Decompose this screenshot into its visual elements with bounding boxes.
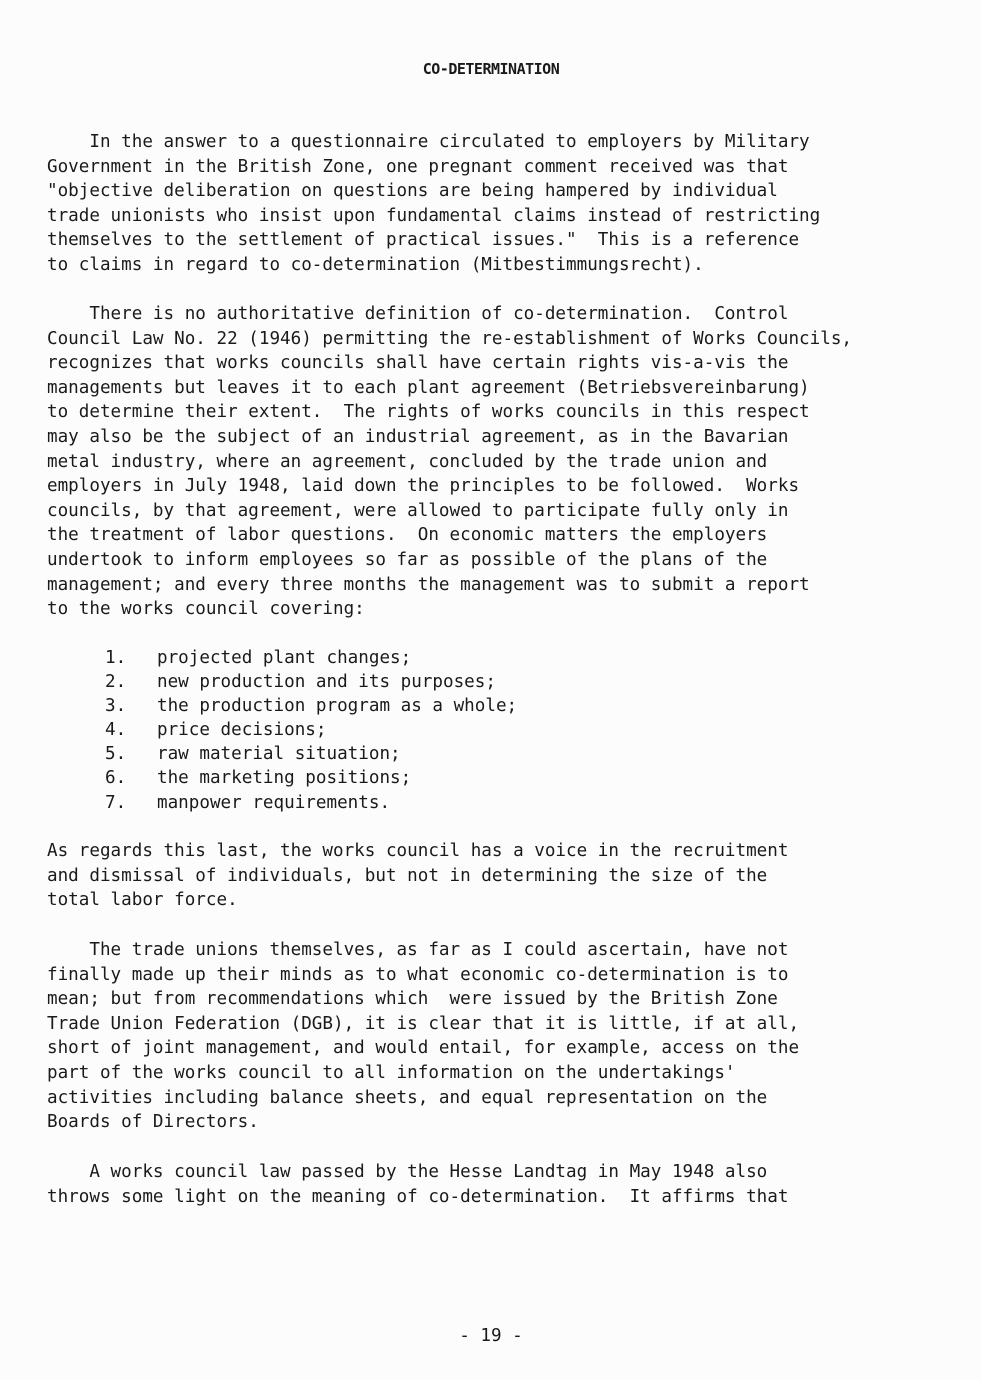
list-item [105, 791, 517, 815]
list-item [105, 670, 517, 694]
list-item-number: 6. [105, 768, 127, 789]
list-item-number: 3. [105, 696, 127, 717]
numbered-list [105, 646, 517, 815]
list-item [105, 742, 517, 766]
list-item-number: 4. [105, 720, 127, 741]
paragraph-1: In the answer to a questionnaire circulated to employers by Military Government in the British Zone, one pregnant comment received was that "objective deliberation on questions are being hampered by individual trade unionists who insist upon fundamental claims instead of restricting themselves to the settlement of practical issues." This is a reference to claims in regard to co-determination (Mitbestimmungsrecht). [47, 132, 821, 275]
paragraph-2: There is no authoritative definition of co-determination. Control Council Law No. 22 (1946) permitting the re-establishment of Works Councils, recognizes that works councils shall have certain rights vis-a-vis the managements but leaves it to each plant agreement (Betriebsvereinbarung) to determine their extent. The rights of works councils in this respect may also be the subject of an industrial agreement, as in the Bavarian metal industry, where an agreement, concluded by the trade union and employers in July 1948, laid down the principles to be followed. Works councils, by that agreement, were allowed to participate fully only in the treatment of labor questions. On economic matters the employers undertook to inform employees so far as possible of the plans of the management; and every three months the management was to submit a report to the works council covering: [47, 304, 853, 620]
page-number: - 19 - [459, 1326, 523, 1346]
list-item [105, 766, 517, 790]
list-item-text: the marketing positions; [157, 768, 412, 789]
list-item-text: raw material situation; [157, 744, 401, 765]
list-item-text: the production program as a whole; [157, 696, 518, 717]
page-title: CO-DETERMINATION [422, 60, 560, 78]
list-item [105, 646, 517, 670]
list-item-number: 2. [105, 672, 127, 693]
paragraph-4: The trade unions themselves, as far as I could ascertain, have not finally made up their minds as to what economic co-determination is to mean; but from recommendations which were issued by the British Zone Trade Union Federation (DGB), it is clear that it is little, if at all, short of joint management, and would entail, for example, access on the part of the works council to all information on the undertakings' activities including balance sheets, and equal representation on the Boards of Directors. [47, 940, 800, 1133]
list-item [105, 718, 517, 742]
list-item-number: 1. [105, 648, 127, 668]
list-item-text: manpower requirements. [157, 792, 391, 813]
paragraph-3: As regards this last, the works council has a voice in the recruitment and dismissal of individuals, but not in determining the size of the total labor force. [47, 841, 789, 911]
list-item-text: projected plant changes; [157, 648, 412, 668]
list-item-text: new production and its purposes; [157, 672, 496, 693]
list-item-number: 7. [105, 792, 127, 813]
list-item-number: 5. [105, 744, 127, 765]
list-item-text: price decisions; [157, 720, 327, 741]
paragraph-5: A works council law passed by the Hesse Landtag in May 1948 also throws some light on the meaning of co-determination. It affirms that [47, 1162, 789, 1207]
list-item [105, 694, 517, 718]
